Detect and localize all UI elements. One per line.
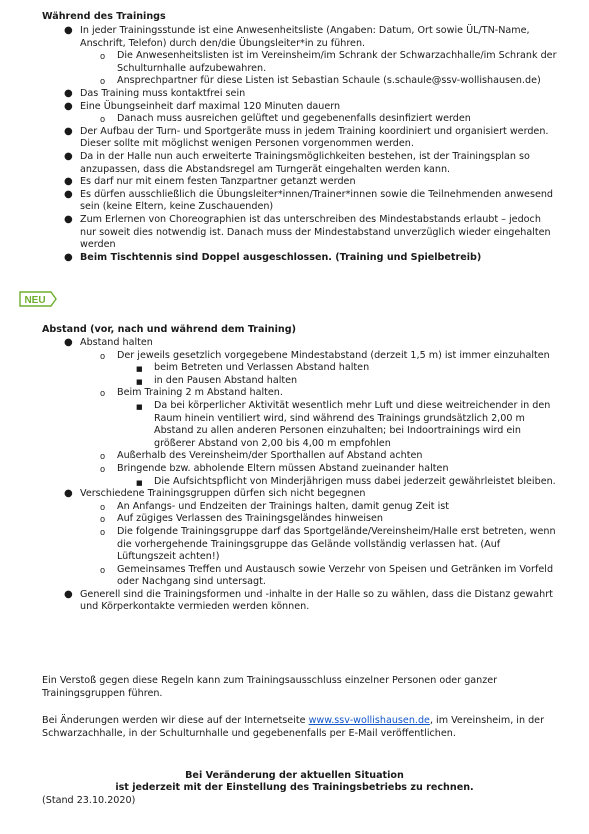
bullet-icon: ● <box>64 125 73 137</box>
list-item: o Ansprechpartner für diese Listen ist Sebastian Schaule (s.schaule@ssv-wollishausen.de) <box>100 75 541 87</box>
list-item: ■ Da bei körperlicher Aktivität wesentlich mehr Luft und diese weitreichender in den Raum hinein ventiliert wird, sind während des Trainings grundsätzlich 2,00 m Abstand zu allen anderen Personen einzuhalten; bei Indoortrainings wird ein größerer Abstand von 2,00 bis 4,00 m empfohlen <box>136 399 551 449</box>
circle-bullet-icon: o <box>100 350 106 361</box>
list-item: ● Da in der Halle nun auch erweiterte Trainingsmöglichkeiten bestehen, ist der Trainingsplan so anzupassen, dass die Abstandsregel am Turngerät eingehalten werden kann. <box>64 150 530 175</box>
bullet-icon: ● <box>64 488 73 500</box>
bullet-icon: ● <box>64 251 73 263</box>
new-badge-icon <box>18 290 58 308</box>
bullet-icon: ● <box>64 100 73 112</box>
list-item: ● Es dürfen ausschließlich die Übungsleiter*innen/Trainer*innen sowie die Teilnehmenden anwesend sein (keine Eltern, keine Zuschauenden) <box>64 188 554 213</box>
list-item: ■ Die Aufsichtspflicht von Minderjährigen muss dabei jederzeit gewährleistet bleiben. <box>0 476 560 489</box>
circle-bullet-icon: o <box>100 514 106 525</box>
list-distance <box>0 337 560 614</box>
bullet-icon: ● <box>64 337 73 348</box>
circle-bullet-icon: o <box>100 564 106 575</box>
circle-bullet-icon: o <box>100 388 106 399</box>
list-item: ● Zum Erlernen von Choreographien ist das unterschreiben des Mindestabstands erlaubt – jedoch nur soweit dies notwendig ist. Danach muss der Mindestabstand unverzüglich wieder eingehalten werden <box>64 213 551 251</box>
circle-bullet-icon: o <box>100 451 106 462</box>
bullet-icon: ● <box>64 87 73 99</box>
list-item: o Der jeweils gesetzlich vorgegebene Mindestabstand (derzeit 1,5 m) ist immer einzuhalten <box>100 349 550 361</box>
list-item-new: ● Beim Tischtennis sind Doppel ausgeschlossen. (Training und Spielbetreib) <box>64 251 482 263</box>
list-item: ■ beim Betreten und Verlassen Abstand halten <box>0 362 560 375</box>
bullet-icon: ● <box>64 25 73 36</box>
new-badge-label: NEU <box>24 295 46 306</box>
list-item: o Die folgende Trainingsgruppe darf das Sportgelände/Vereinsheim/Halle erst betreten, wenn die vorhergehende Trainingsgruppe das Gelände vollständig verlassen hat. (Auf Lüftungszeit achten!) <box>100 525 556 563</box>
list-item: o Auf zügiges Verlassen des Trainingsgeländes hinweisen <box>100 513 383 525</box>
list-item: o Außerhalb des Vereinsheim/der Sporthallen auf Abstand achten <box>100 450 423 462</box>
website-link[interactable]: www.ssv-wollishausen.de <box>308 715 430 726</box>
violation-paragraph: Ein Verstoß gegen diese Regeln kann zum Trainingsausschluss einzelner Personen oder ganzer Trainingsgruppen führen. <box>42 675 498 699</box>
section-heading-distance: Abstand (vor, nach und während dem Training) <box>42 324 296 335</box>
changes-paragraph: Bei Änderungen werden wir diese auf der Internetseite www.ssv-wollishausen.de, im Vereinsheim, in der Schwarzachhalle, in der Schulturnhalle und gegebenenfalls per E-Mail veröffentlichen. <box>42 715 545 739</box>
square-bullet-icon: ■ <box>136 377 143 386</box>
list-item: o Danach muss ausreichen gelüftet und gegebenenfalls desinfiziert werden <box>100 113 471 125</box>
square-bullet-icon: ■ <box>136 365 143 374</box>
list-item: ● Verschiedene Trainingsgruppen dürfen sich nicht begegnen <box>64 488 366 500</box>
list-item: ● Das Training muss kontaktfrei sein <box>64 87 246 99</box>
circle-bullet-icon: o <box>100 76 106 87</box>
list-item: ● Es darf nur mit einem festen Tanzpartner getanzt werden <box>64 176 356 188</box>
list-item: ● In jeder Trainingsstunde ist eine Anwesenheitsliste (Angaben: Datum, Ort sowie ÜL/TN-Name, Anschrift, Telefon) durch den/die Übungsleiter*in zu führen. <box>64 25 530 49</box>
bullet-icon: ● <box>64 188 73 200</box>
list-item: o Beim Training 2 m Abstand halten. <box>100 387 283 399</box>
square-bullet-icon: ■ <box>136 402 143 411</box>
circle-bullet-icon: o <box>100 463 106 474</box>
section-heading-during-training: Während des Trainings <box>42 11 166 22</box>
list-item: ■ in den Pausen Abstand halten <box>0 375 560 388</box>
closing-line-1: Bei Veränderung der aktuellen Situation <box>185 770 404 781</box>
list-item: o Bringende bzw. abholende Eltern müssen Abstand zueinander halten <box>100 462 449 474</box>
list-item: ● Eine Übungseinheit darf maximal 120 Minuten dauern <box>64 100 341 112</box>
closing-line-2: ist jederzeit mit der Einstellung des Trainingsbetriebs zu rechnen. <box>115 782 474 793</box>
circle-bullet-icon: o <box>100 526 106 537</box>
list-item: o Die Anwesenheitslisten ist im Vereinsheim/im Schrank der Schwarzachhalle/im Schrank der Schulturnhalle aufzubewahren. <box>100 50 557 74</box>
bullet-icon: ● <box>64 213 73 225</box>
bullet-icon: ● <box>64 150 73 162</box>
list-item: ● Abstand halten <box>64 337 153 348</box>
bullet-icon: ● <box>64 588 73 600</box>
bullet-icon: ● <box>64 176 73 188</box>
circle-bullet-icon: o <box>100 114 106 125</box>
list-during-training <box>0 25 560 264</box>
list-item: o An Anfangs- und Endzeiten der Trainings halten, damit genug Zeit ist <box>100 500 450 512</box>
square-bullet-icon: ■ <box>136 478 143 487</box>
list-item: o Gemeinsames Treffen und Austausch sowie Verzehr von Speisen und Getränken im Vorfeld oder Nachgang sind untersagt. <box>100 563 554 588</box>
circle-bullet-icon: o <box>100 51 106 62</box>
circle-bullet-icon: o <box>100 501 106 512</box>
list-item: ● Generell sind die Trainingsformen und -inhalte in der Halle so zu wählen, dass die Distanz gewahrt und Körperkontakte vermieden werden können. <box>64 588 553 613</box>
date-stamp: (Stand 23.10.2020) <box>42 795 136 806</box>
list-item: ● Der Aufbau der Turn- und Sportgeräte muss in jedem Training koordiniert und organisiert werden. Dieser sollte mit möglichst wenigen Personen vorgenommen werden. <box>64 125 549 150</box>
